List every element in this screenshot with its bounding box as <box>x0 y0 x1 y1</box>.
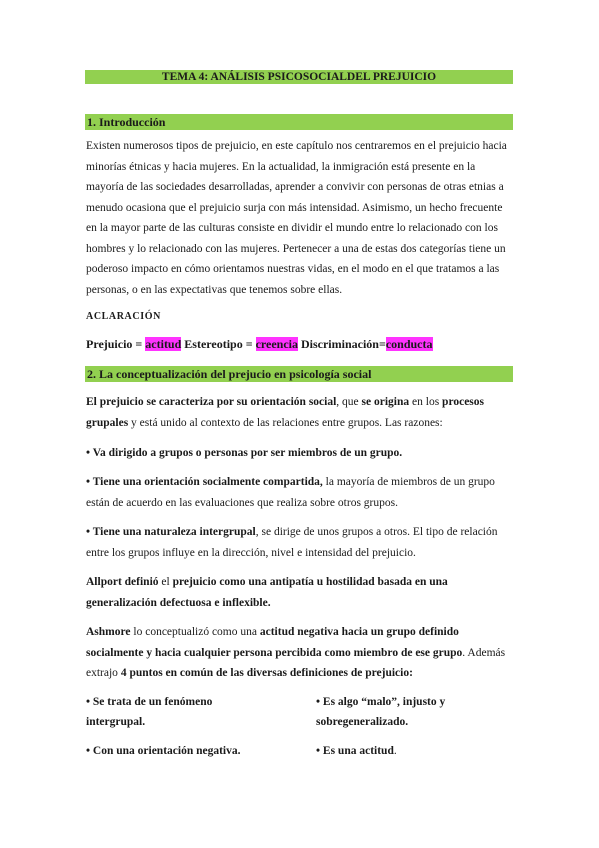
bold-text: Ashmore <box>86 626 131 638</box>
bullet-orientacion-compartida <box>86 472 514 513</box>
bold-text: actitud negativa hacia un grupo definido socialmente y hacia cualquier persona percibida como miembro de ese grupo <box>86 626 463 659</box>
bullet-naturaleza-intergrupal <box>86 522 514 563</box>
point-malo-injusto: • Es algo “malo”, injusto y sobregeneralizado. <box>316 696 446 728</box>
section-heading-conceptualizacion: 2. La conceptualización del prejucio en psicología social <box>85 366 513 382</box>
bold-text: • Tiene una naturaleza intergrupal <box>86 526 256 538</box>
bold-text: • Tiene una orientación socialmente compartida, <box>86 476 323 488</box>
text: , se dirige de unos grupos a otros. El tipo de relación entre los grupos influye en la dirección, nivel e intensidad del prejuicio. <box>86 526 498 559</box>
bold-text: • Es una actitud <box>316 745 394 757</box>
estereotipo-label: Estereotipo = <box>181 337 256 351</box>
bold-text: El prejuicio se caracteriza por su orientación social <box>86 396 337 408</box>
intro-paragraph: Existen numerosos tipos de prejuicio, en este capítulo nos centraremos en el prejuicio hacia minorías étnicas y hacia mujeres. En la actualidad, la inmigración está presente en la mayoría de las sociedades desarrolladas, aprender a convivir con personas de otras etnias a menudo ocasiona que el prejuicio surja con más intensidad. Asimismo, un hecho frecuente en la mayor parte de las culturas consiste en dividir el mundo entre lo relacionado con los hombres y lo relacionado con las mujeres. Pertenecer a una de estas dos categorías tiene un poderoso impacto en cómo orientamos nuestras vidas, en el modo en el que tratamos a las personas, o en las expectativas que tenemos sobre ellas. <box>86 140 507 296</box>
document-title: TEMA 4: ANÁLISIS PSICOSOCIALDEL PREJUICIO <box>85 70 513 84</box>
text: en los <box>409 396 443 408</box>
bold-text: se origina <box>361 396 410 408</box>
orientacion-social-paragraph <box>86 392 514 433</box>
text: . <box>393 745 397 757</box>
text: . Además extrajo <box>86 646 506 679</box>
point-orientacion-negativa: • Con una orientación negativa. <box>86 745 241 757</box>
point-fenomeno-intergrupal: • Se trata de un fenómeno intergrupal. <box>86 696 213 728</box>
bold-text: Allport definió <box>86 576 159 588</box>
bullet-grupos: • Va dirigido a grupos o personas por ser miembros de un grupo. <box>86 447 403 459</box>
conducta-highlight: conducta <box>385 337 433 351</box>
allport-paragraph <box>86 572 514 613</box>
actitud-highlight: actitud <box>145 337 182 351</box>
text: y está unido al contexto de las relaciones entre grupos. Las razones: <box>128 416 443 429</box>
bold-text: 4 puntos en común de las diversas definiciones de prejuicio: <box>120 667 413 679</box>
aclaracion-label: ACLARACIÓN <box>86 311 161 322</box>
section-heading-introduccion: 1. Introducción <box>85 114 513 130</box>
discriminacion-label: Discriminación= <box>297 337 386 351</box>
text: el <box>158 576 173 588</box>
text: lo conceptualizó como una <box>130 626 260 638</box>
aclaracion-line <box>86 334 514 355</box>
bold-text: procesos grupales <box>86 396 484 429</box>
creencia-highlight: creencia <box>255 337 298 351</box>
prejuicio-label: Prejuicio = <box>86 337 146 351</box>
text: la mayoría de miembros de un grupo están de acuerdo en las evaluaciones que realiza sobre otros grupos. <box>86 476 495 509</box>
bold-text: prejuicio como una antipatía u hostilidad basada en una generalización defectuosa e inflexible. <box>86 576 448 609</box>
text: , que <box>336 396 362 408</box>
point-actitud <box>316 741 516 761</box>
ashmore-paragraph <box>86 622 514 684</box>
